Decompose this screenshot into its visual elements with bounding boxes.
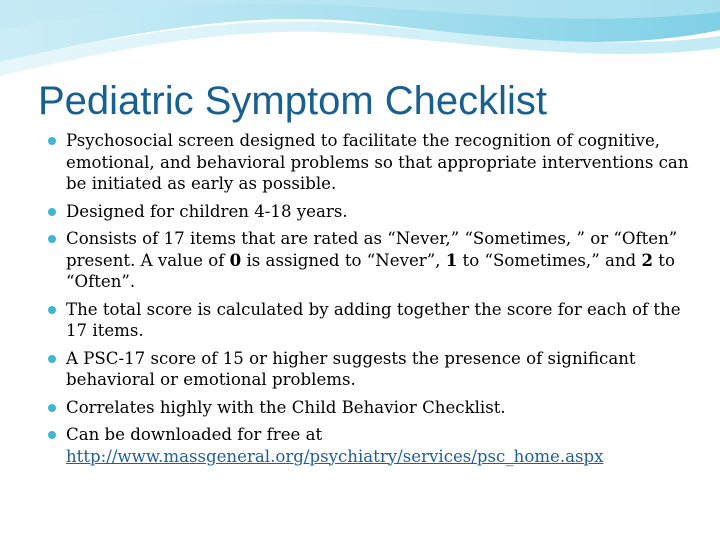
score-value-often: 2	[641, 249, 653, 270]
slide-title: Pediatric Symptom Checklist	[38, 79, 548, 123]
bullet-item	[46, 397, 696, 419]
bullet-item	[46, 228, 696, 293]
bullet-dot-icon	[48, 235, 56, 243]
bullet-dot-icon	[48, 355, 56, 363]
bullet-item	[46, 424, 696, 467]
bullet-text: Consists of 17 items that are rated as “Never,” “Sometimes, ” or “Often” present. A value of	[66, 229, 678, 270]
bullet-dot-icon	[48, 431, 56, 439]
bullet-text: Correlates highly with the Child Behavior Checklist.	[66, 397, 506, 417]
bullet-item	[46, 348, 696, 391]
bullet-text: Can be downloaded for free at	[66, 425, 323, 444]
bullet-text: The total score is calculated by adding together the score for each of the 17 items.	[66, 299, 681, 340]
bullet-text: Designed for children 4-18 years.	[66, 201, 348, 221]
bullet-text: A PSC-17 score of 15 or higher suggests the presence of significant behavioral or emotional problems.	[66, 348, 636, 389]
bullet-dot-icon	[48, 208, 56, 216]
bullet-text: to “Often”.	[66, 250, 675, 291]
bullet-text: is assigned to “Never”,	[241, 250, 446, 270]
score-value-never: 0	[229, 249, 242, 270]
bullet-item	[46, 201, 696, 223]
bullet-dot-icon	[48, 404, 56, 412]
bullet-dot-icon	[48, 306, 56, 314]
bullet-item	[46, 130, 696, 195]
score-value-sometimes: 1	[445, 249, 458, 270]
psc-download-link[interactable]: http://www.massgeneral.org/psychiatry/services/psc_home.aspx	[66, 446, 604, 466]
bullet-item	[46, 299, 696, 342]
bullet-dot-icon	[48, 137, 56, 145]
bullet-list	[46, 130, 696, 473]
bullet-text: Psychosocial screen designed to facilitate the recognition of cognitive, emotional, and behavioral problems so that appropriate interventions can be initiated as early as possible.	[66, 131, 689, 193]
bullet-text: to “Sometimes,” and	[457, 250, 642, 270]
